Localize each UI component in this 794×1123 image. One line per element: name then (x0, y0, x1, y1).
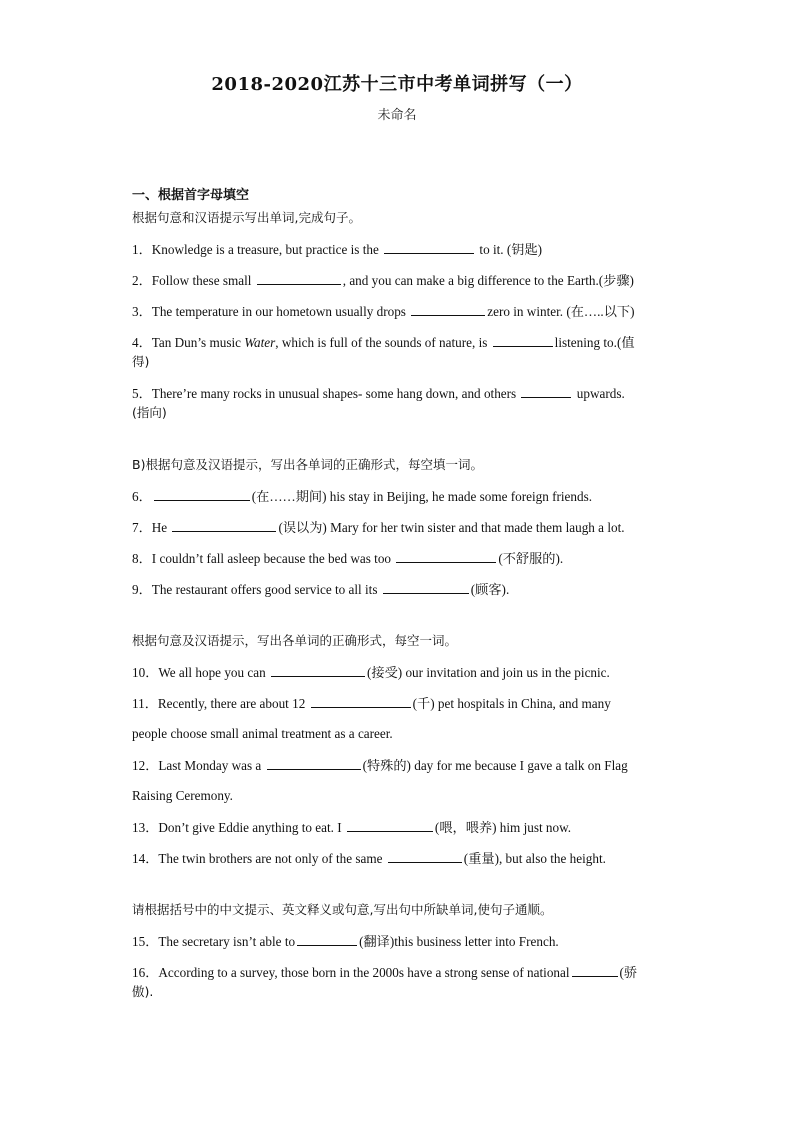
question-2 (132, 270, 662, 301)
section-instruction: 根据句意和汉语提示写出单词,完成句子。 (132, 210, 361, 225)
answer-blank[interactable] (271, 662, 365, 677)
answer-blank[interactable] (172, 517, 276, 532)
question-text: (骄 (619, 965, 638, 980)
question-text: Tan Dun’s music (151, 335, 245, 350)
question-11 (132, 693, 662, 724)
question-text: Recently, there are about 12 (157, 696, 309, 711)
question-text: The temperature in our hometown usually drops (151, 304, 410, 319)
question-text: There’re many rocks in unusual shapes- some hang down, and others (151, 386, 520, 401)
question-text: The secretary isn’t able to (158, 934, 296, 949)
answer-blank[interactable] (347, 817, 433, 832)
question-15 (132, 931, 662, 962)
answer-blank[interactable] (257, 270, 341, 285)
section-instruction: 根据句意及汉语提示，写出各单词的正确形式，每空一词。 (132, 633, 458, 648)
question-text: to it. (钥匙) (476, 242, 543, 257)
section-instruction: B)根据句意及汉语提示，写出各单词的正确形式，每空填一词。 (132, 457, 483, 472)
question-12 (132, 755, 662, 786)
question-text: The twin brothers are not only of the same (158, 851, 386, 866)
document-title: 2018-2020江苏十三市中考单词拼写（一） (211, 74, 583, 95)
question-13 (132, 817, 662, 848)
question-text: I couldn’t fall asleep because the bed was too (151, 551, 395, 566)
question-12-continued: Raising Ceremony. (132, 788, 233, 803)
question-text: listening to.(值 (554, 335, 635, 350)
question-16 (132, 962, 662, 982)
question-11-continued: people choose small animal treatment as a career. (132, 726, 393, 741)
question-text: (不舒服的). (498, 551, 564, 566)
question-10 (132, 662, 662, 693)
question-text: (顾客). (470, 582, 510, 597)
question-14 (132, 848, 662, 879)
answer-blank[interactable] (154, 486, 250, 501)
answer-blank[interactable] (396, 548, 496, 563)
question-text: 4． (132, 335, 152, 350)
section-instruction: 请根据括号中的中文提示、英文释义或句意,写出句中所缺单词,使句子通顺。 (132, 902, 553, 917)
question-text: 6． (132, 489, 152, 504)
question-text: 7． (132, 520, 152, 535)
question-text: 14． (132, 851, 159, 866)
question-text: 8． (132, 551, 152, 566)
section-heading: 一、根据首字母填空 (132, 188, 250, 203)
question-text: (误以为) Mary for her twin sister and that made them laugh a lot. (278, 520, 625, 535)
question-4-continued: 得) (132, 354, 150, 369)
question-text: 15． (132, 934, 159, 949)
answer-blank[interactable] (411, 301, 485, 316)
question-text: 3． (132, 304, 152, 319)
answer-blank[interactable] (383, 579, 469, 594)
question-text: (特殊的) day for me because I gave a talk on Flag (362, 758, 628, 773)
question-text: Don’t give Eddie anything to eat. I (158, 820, 345, 835)
question-text: (翻译)this business letter into French. (359, 934, 559, 949)
question-text: 16． (132, 965, 159, 980)
question-text: We all hope you can (158, 665, 269, 680)
question-text: Water (244, 335, 276, 350)
question-5 (132, 383, 662, 403)
question-7 (132, 517, 662, 548)
question-3 (132, 301, 662, 332)
question-text: , and you can make a big difference to the Earth.(步骤) (342, 273, 634, 288)
question-4 (132, 332, 662, 352)
question-text: 5． (132, 386, 152, 401)
question-text: Last Monday was a (158, 758, 265, 773)
question-5-continued: (指向) (132, 405, 167, 420)
question-text: 13． (132, 820, 159, 835)
question-text: 11． (132, 696, 158, 711)
question-text: 9． (132, 582, 152, 597)
answer-blank[interactable] (384, 239, 474, 254)
question-1 (132, 239, 662, 270)
answer-blank[interactable] (267, 755, 361, 770)
question-text: zero in winter. (在…..以下) (487, 304, 635, 319)
question-text: upwards. (573, 386, 625, 401)
question-text: (在……期间) his stay in Beijing, he made some foreign friends. (251, 489, 593, 504)
question-8 (132, 548, 662, 579)
question-16-continued: 傲). (132, 984, 154, 999)
question-text: The restaurant offers good service to all its (151, 582, 381, 597)
question-text: (接受) our invitation and join us in the picnic. (367, 665, 610, 680)
answer-blank[interactable] (297, 931, 357, 946)
question-text: 2． (132, 273, 152, 288)
question-text: , which is full of the sounds of nature, is (275, 335, 491, 350)
question-text: 1． (132, 242, 152, 257)
exercise-content (132, 186, 662, 1013)
question-text: (重量), but also the height. (463, 851, 606, 866)
question-6 (132, 486, 662, 517)
answer-blank[interactable] (388, 848, 462, 863)
document-subtitle: 未命名 (377, 108, 417, 123)
question-text: 10． (132, 665, 159, 680)
answer-blank[interactable] (521, 383, 571, 398)
question-text: Knowledge is a treasure, but practice is the (151, 242, 383, 257)
question-9 (132, 579, 662, 610)
question-text: He (151, 520, 171, 535)
question-text: 12． (132, 758, 159, 773)
question-text: (千) pet hospitals in China, and many (412, 696, 611, 711)
answer-blank[interactable] (572, 962, 618, 977)
question-text: According to a survey, those born in the 2000s have a strong sense of national (158, 965, 570, 980)
answer-blank[interactable] (493, 332, 553, 347)
question-text: (喂，喂养) him just now. (434, 820, 572, 835)
question-text: Follow these small (151, 273, 255, 288)
answer-blank[interactable] (311, 693, 411, 708)
